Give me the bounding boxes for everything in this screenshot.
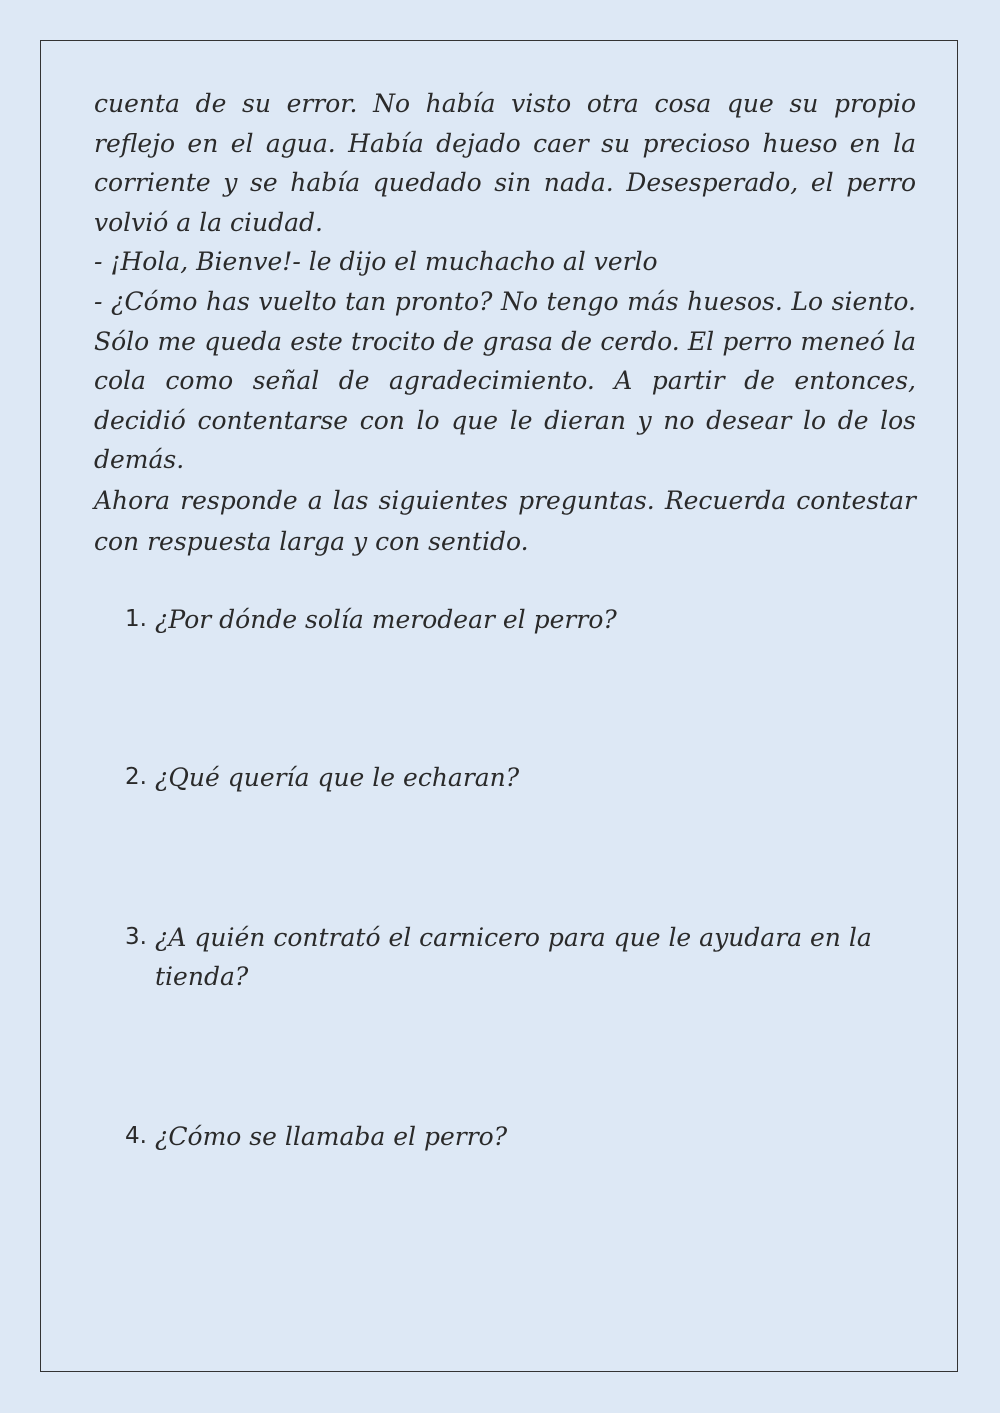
question-number: 1. <box>125 606 147 632</box>
question-number: 3. <box>125 924 147 950</box>
question-text: ¿Cómo se llamaba el perro? <box>155 1122 508 1151</box>
story-text <box>94 84 916 480</box>
question-4 <box>125 1117 916 1156</box>
instructions: Ahora responde a las siguientes preguntas. Recuerda contestar con respuesta larga y con sentido. <box>94 486 916 556</box>
question-text: ¿Por dónde solía merodear el perro? <box>155 605 617 634</box>
question-number: 2. <box>125 764 147 790</box>
question-3 <box>125 918 916 996</box>
question-1 <box>125 600 916 639</box>
story-paragraph: - ¿Cómo has vuelto tan pronto? No tengo más huesos. Lo siento. Sólo me queda este trocito de grasa de cerdo. El perro meneó la cola como señal de agradecimiento. A partir de entonces, decidió contentarse con lo que le dieran y no desear lo de los demás. <box>94 286 916 475</box>
question-text: ¿A quién contrató el carnicero para que le ayudara en la tienda? <box>155 923 872 991</box>
story-paragraph: cuenta de su error. No había visto otra cosa que su propio reflejo en el agua. Había dejado caer su precioso hueso en la corriente y se había quedado sin nada. Desesperado, el perro volvió a la ciudad. <box>94 89 916 237</box>
question-number: 4. <box>125 1123 147 1149</box>
question-2 <box>125 758 916 797</box>
question-text: ¿Qué quería que le echaran? <box>155 763 520 792</box>
story-paragraph: - ¡Hola, Bienve!- le dijo el muchacho al verlo <box>94 247 658 277</box>
